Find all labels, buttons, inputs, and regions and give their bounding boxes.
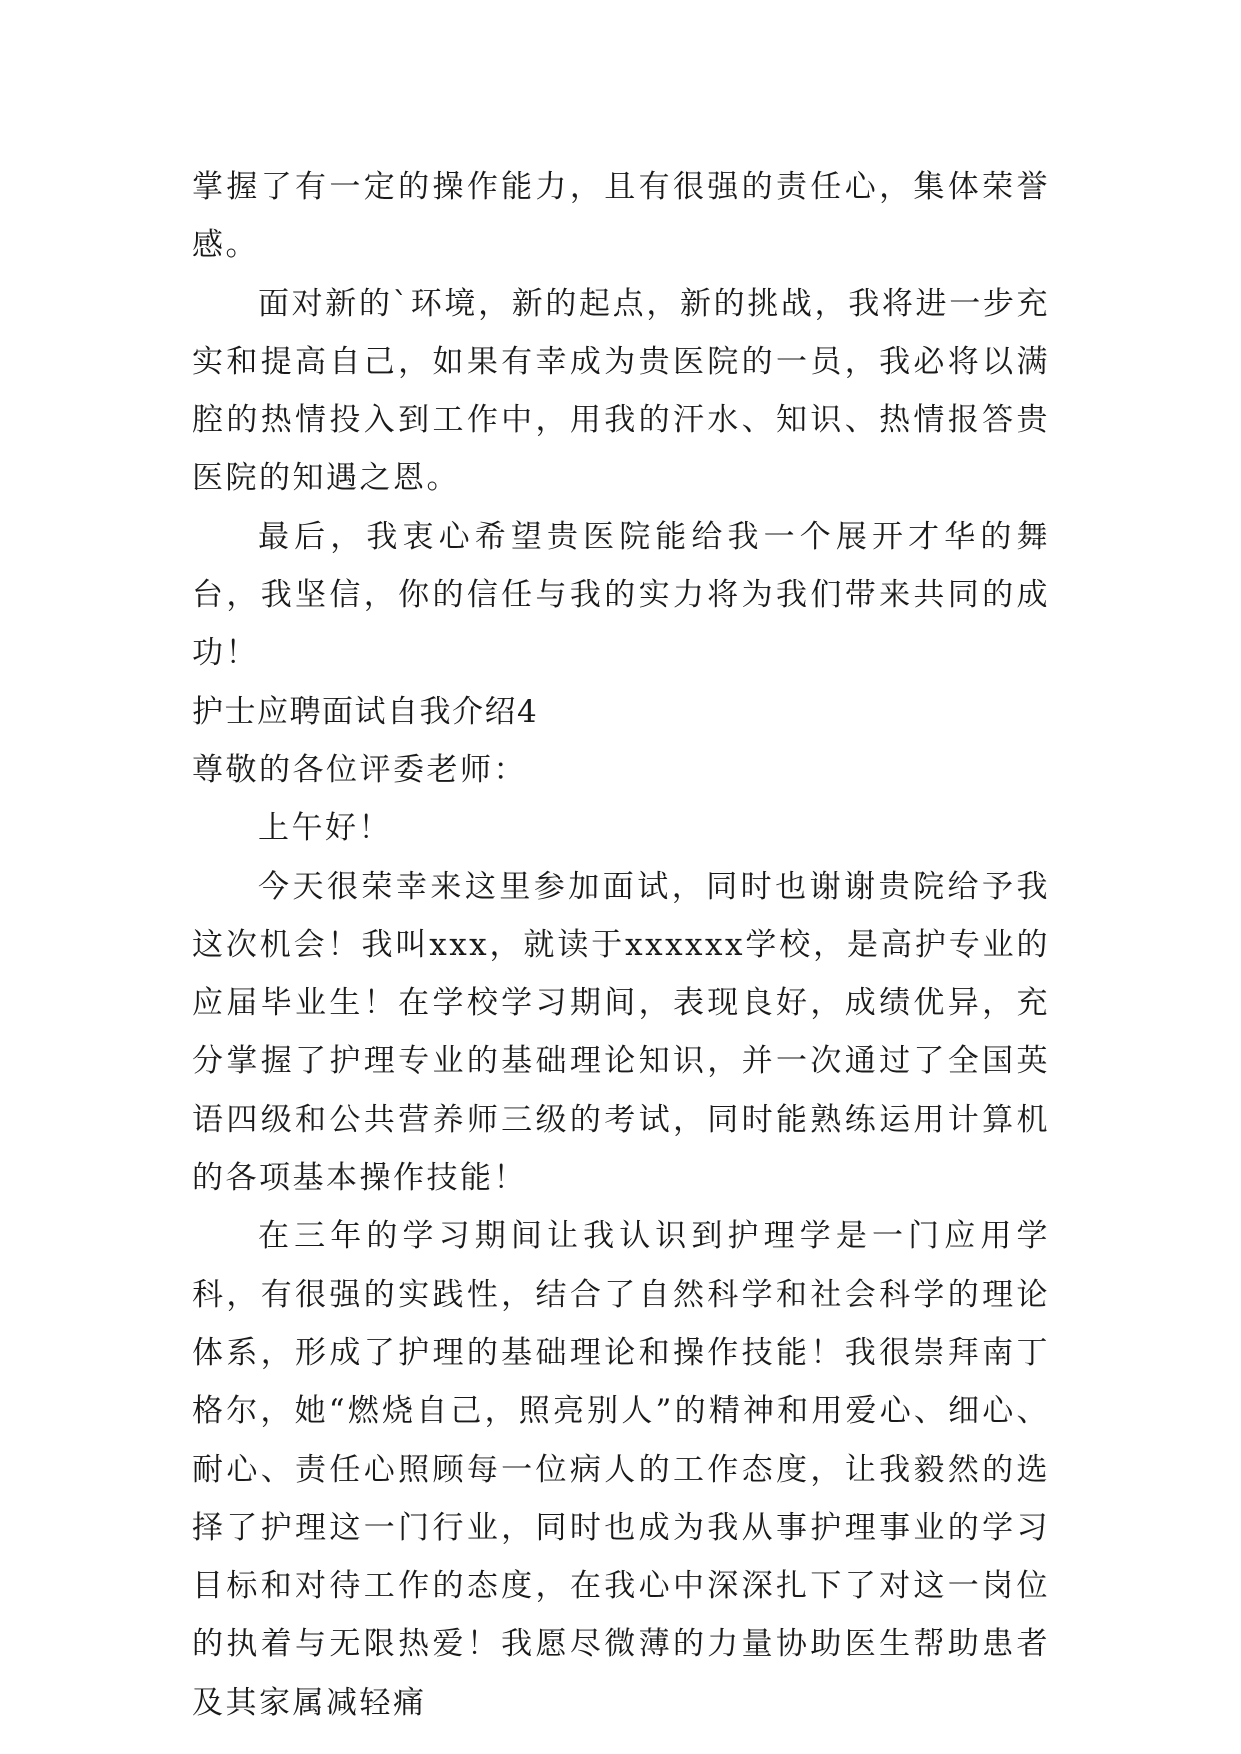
paragraph-continuation: 掌握了有一定的操作能力，且有很强的责任心，集体荣誉感。 [192,169,1050,264]
salutation: 尊敬的各位评委老师： [192,751,527,788]
paragraph-closing: 最后，我衷心希望贵医院能给我一个展开才华的舞台，我坚信，你的信任与我的实力将为我们带来共同的成功！ [192,518,1050,672]
paragraph-new-environment: 面对新的`环境，新的起点，新的挑战，我将进一步充实和提高自己，如果有幸成为贵医院的一员，我必将以满腔的热情投入到工作中，用我的汗水、知识、热情报答贵医院的知遇之恩。 [192,285,1050,497]
section-heading: 护士应聘面试自我介绍4 [192,693,539,730]
paragraph-study-experience: 在三年的学习期间让我认识到护理学是一门应用学科，有很强的实践性，结合了自然科学和社会科学的理论体系，形成了护理的基础理论和操作技能！我很崇拜南丁格尔，她“燃烧自己，照亮别人”的精神和用爱心、细心、耐心、责任心照顾每一位病人的工作态度，让我毅然的选择了护理这一门行业，同时也成为我从事护理事业的学习目标和对待工作的态度，在我心中深深扎下了对这一岗位的执着与无限热爱！我愿尽微薄的力量协助医生帮助患者及其家属减轻痛 [192,1218,1050,1721]
paragraph-introduction: 今天很荣幸来这里参加面试，同时也谢谢贵院给予我这次机会！我叫xxx，就读于xxxxxx学校，是高护专业的应届毕业生！在学校学习期间，表现良好，成绩优异，充分掌握了护理专业的基础理论知识，并一次通过了全国英语四级和公共营养师三级的考试，同时能熟练运用计算机的各项基本操作技能！ [192,868,1050,1197]
document-body [192,158,1050,1732]
greeting: 上午好！ [258,810,392,847]
